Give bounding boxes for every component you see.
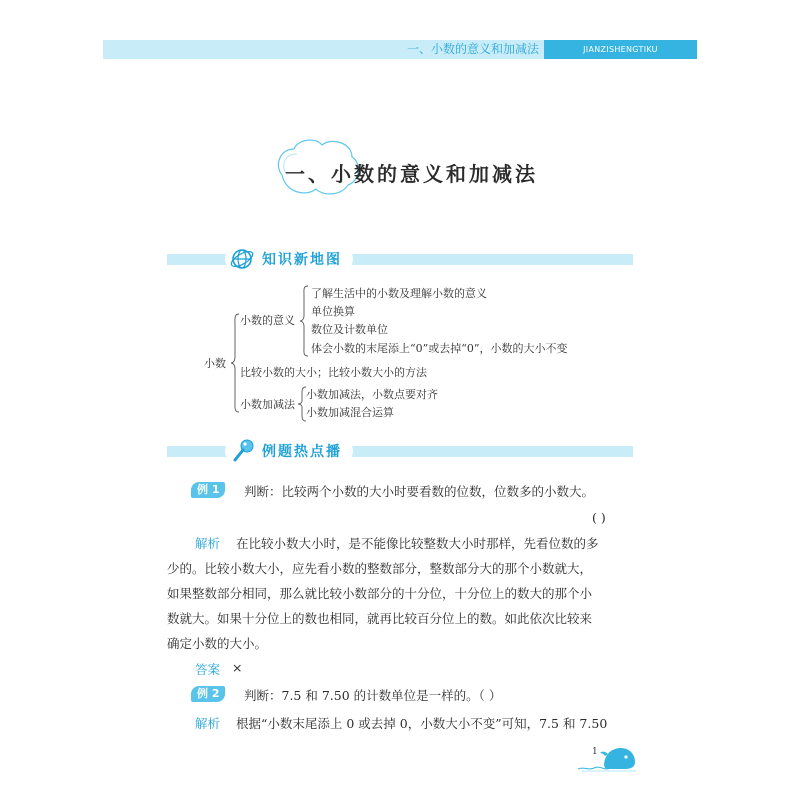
analysis-line: 在比较小数大小时，是不能像比较整数大小时那样，先看位数的多 bbox=[236, 536, 599, 551]
mindmap-addsub-item: 小数加减法，小数点要对齐 bbox=[306, 388, 438, 401]
example-1-answer-blank: ( ) bbox=[592, 510, 606, 525]
mindmap-meaning-item: 单位换算 bbox=[311, 305, 355, 318]
analysis-line: 确定小数的大小。 bbox=[167, 636, 268, 651]
example-1-tag: 例 1 bbox=[191, 482, 225, 498]
whale-icon bbox=[578, 742, 638, 772]
section-title-examples: 例题热点播 bbox=[262, 444, 342, 460]
section-bar-map bbox=[167, 252, 633, 268]
mindmap-root: 小数 bbox=[204, 357, 226, 370]
header-tab: JIANZISHENGTIKU bbox=[544, 40, 697, 59]
mindmap-meaning-label: 小数的意义 bbox=[240, 314, 295, 327]
example-2-question: 判断：7.5 和 7.50 的计数单位是一样的。（ ） bbox=[244, 688, 502, 703]
example-2-tag: 例 2 bbox=[191, 686, 225, 702]
mindmap-addsub-label: 小数加减法 bbox=[240, 398, 295, 411]
mindmap-addsub-item: 小数加减混合运算 bbox=[306, 406, 394, 419]
mindmap-meaning-item: 数位及计数单位 bbox=[311, 323, 388, 336]
analysis-line: 如果整数部分相同，那么就比较小数部分的十分位，十分位上的数大的那个小 bbox=[167, 586, 593, 601]
chapter-title: 一、小数的意义和加减法 bbox=[285, 162, 538, 186]
globe-icon bbox=[229, 246, 255, 272]
example-1-answer: × bbox=[232, 660, 243, 675]
section-bar-examples bbox=[167, 444, 633, 460]
microphone-icon bbox=[231, 437, 257, 463]
brace-root bbox=[230, 313, 240, 413]
analysis-line: 少的。比较小数大小，应先看小数的整数部分，整数部分大的那个小数就大， bbox=[167, 561, 593, 576]
header-section-title: 一、小数的意义和加减法 bbox=[406, 42, 539, 56]
example-1-answer-label: 答案 bbox=[195, 662, 221, 677]
example-2-analysis: 根据“小数末尾添上 0 或去掉 0，小数大小不变”可知，7.5 和 7.50 bbox=[236, 716, 608, 731]
mindmap-meaning-item: 了解生活中的小数及理解小数的意义 bbox=[311, 287, 487, 300]
example-1-analysis-label: 解析 bbox=[195, 536, 221, 551]
mindmap-compare: 比较小数的大小；比较小数大小的方法 bbox=[240, 366, 427, 379]
example-2-analysis-label: 解析 bbox=[195, 716, 221, 731]
mindmap-meaning-item: 体会小数的末尾添上“0”或去掉“0”，小数的大小不变 bbox=[311, 342, 568, 355]
analysis-line: 数就大。如果十分位上的数也相同，就再比较百分位上的数。如此依次比较来 bbox=[167, 611, 593, 626]
section-title-map: 知识新地图 bbox=[262, 252, 342, 268]
page-number: 1 bbox=[592, 747, 598, 757]
example-1-question: 判断：比较两个小数的大小时要看数的位数，位数多的小数大。 bbox=[244, 484, 595, 499]
running-header bbox=[103, 40, 697, 59]
brace-meaning bbox=[299, 285, 309, 357]
